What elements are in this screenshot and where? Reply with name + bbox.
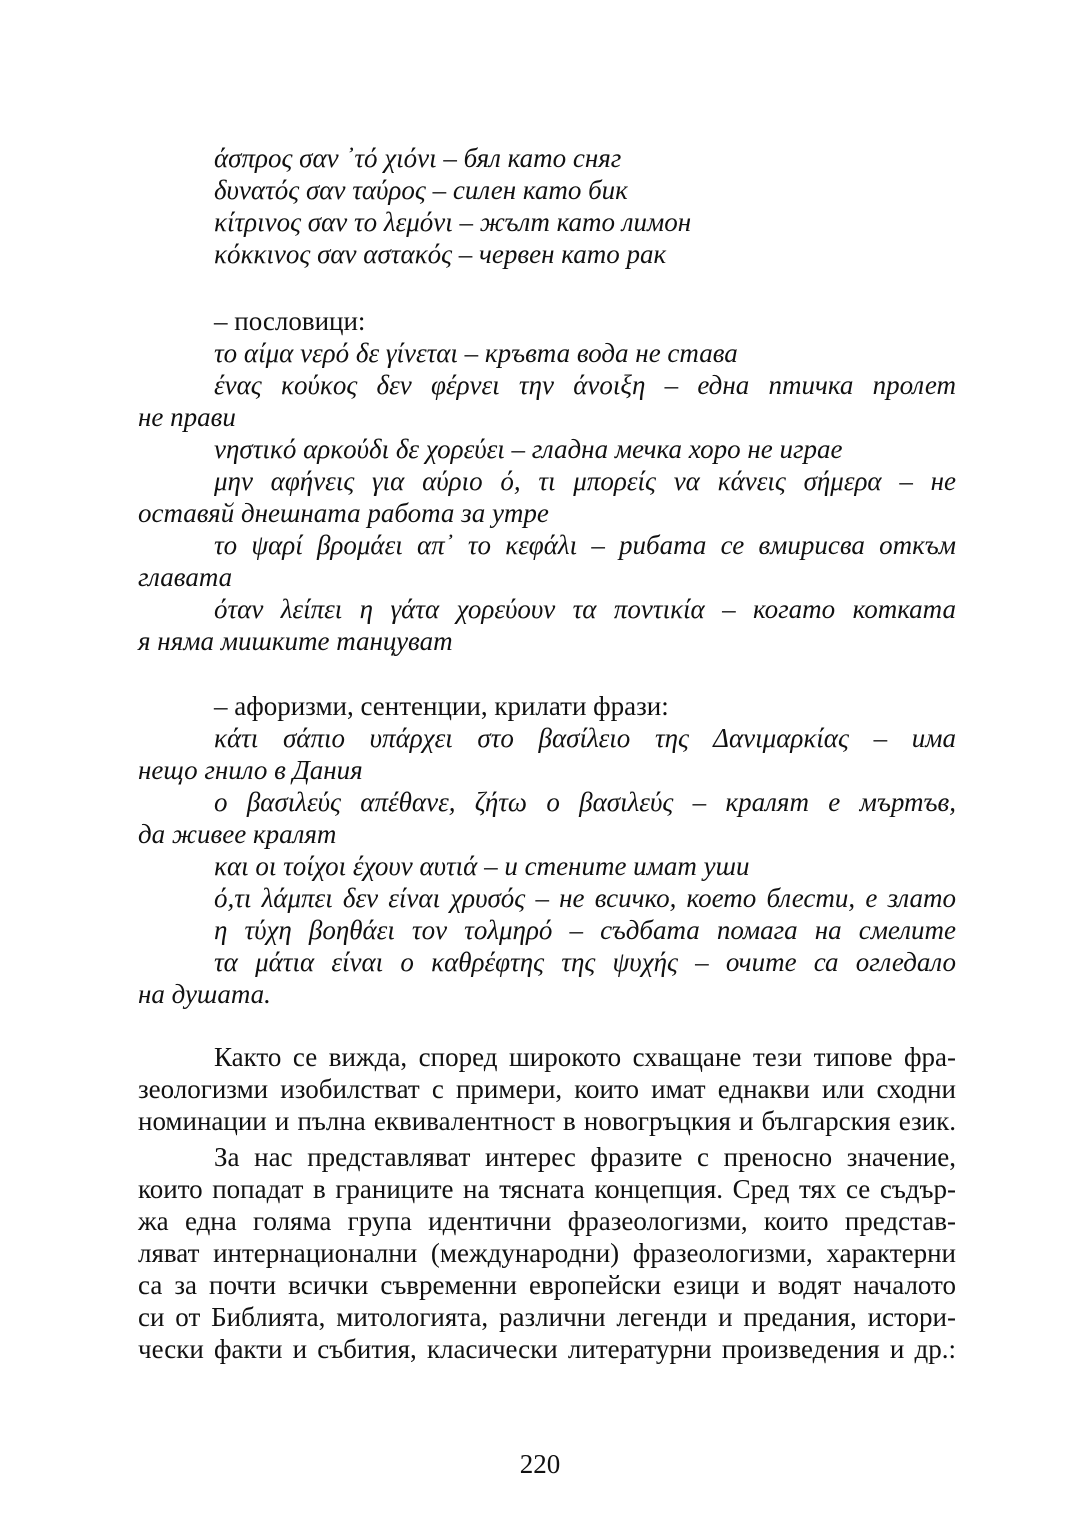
aphorisms-heading: – афоризми, сентенции, крилати фрази: [214,691,669,721]
aphorism-line: ό,τι λάμπει δεν είναι χρυσός – не всичко, което блести, е злато [214,883,956,913]
aphorism-line: η τύχη βοηθάει τον τολμηρό – съдбата помага на смелите [214,915,956,945]
aphorism-line: ο βασιλεύς απέθανε, ζήτω ο βασιλεύς – кралят е мъртъв, [214,787,956,817]
aphorisms-block [138,690,956,1010]
proverb-line: μην αφήνεις για αύριο ό, τι μπορείς να κάνεις σήμερα – не [214,466,956,496]
simile-line: δυνατός σαν ταύρος – силен като бик [214,175,628,205]
proverbs-heading: – пословици: [214,306,366,336]
similes-block [138,142,956,270]
aphorism-line: τα μάτια είναι ο καθρέφτης της ψυχής – очите са огледало [214,947,956,977]
proverb-line: я няма мишките танцуват [138,626,453,656]
paragraph-line: зеологизми изобилстват с примери, които имат еднакви или сходни [138,1074,956,1104]
paragraph-line: Както се вижда, според широкото схващане тези типове фра- [214,1042,956,1072]
paragraph-line: си от Библията, митологията, различни легенди и предания, истори- [138,1302,956,1332]
proverb-line: όταν λείπει η γάτα χορεύουν τα ποντικία – когато котката [214,594,956,624]
aphorism-line: на душата. [138,979,271,1009]
simile-line: κόκκινος σαν αστακός – червен като рак [214,239,667,269]
proverb-line: ένας κούκος δεν φέρνει την άνοιξη – една птичка пролет [214,370,956,400]
aphorism-line: κάτι σάπιο υπάρχει στο βασίλειο της Δανιμαρκίας – има [214,723,956,753]
simile-line: άσπρος σαν ᾿τό χιόνι – бял като сняг [214,143,622,173]
proverb-line: оставяй днешната работа за утре [138,498,549,528]
proverb-line: το αίμα νερό δε γίνεται – кръвта вода не става [214,338,738,368]
paragraph-2 [138,1141,956,1365]
page-number: 220 [519,1449,561,1479]
paragraph-line: са за почти всички съвременни европейски езици и водят началото [138,1270,956,1300]
paragraph-line: чески факти и събития, класически литературни произведения и др.: [138,1334,956,1364]
aphorism-line: нещо гнило в Дания [138,755,363,785]
proverb-line: νηστικό αρκούδι δε χορεύει – гладна мечка хоро не играе [214,434,843,464]
paragraph-line: За нас представляват интерес фразите с преносно значение, [214,1142,956,1172]
proverb-line: главата [138,562,233,592]
paragraph-line: които попадат в границите на тясната концепция. Сред тях се съдър- [138,1174,956,1204]
simile-line: κίτρινος σαν το λεμόνι – жълт като лимон [214,207,692,237]
aphorism-line: και οι τοίχοι έχουν αυτιά – и стените имат уши [214,851,750,881]
paragraph-1 [138,1041,956,1137]
paragraph-line: номинации и пълна еквивалентност в новогръцкия и българския език. [138,1106,956,1136]
paragraph-line: ляват интернационални (международни) фразеологизми, характерни [138,1238,956,1268]
proverb-line: не прави [138,402,236,432]
aphorism-line: да живее кралят [138,819,337,849]
paragraph-line: жа една голяма група идентични фразеологизми, които представ- [138,1206,956,1236]
proverb-line: το ψαρί βρομάει απ᾿ το κεφάλι – рибата се вмирисва откъм [214,530,956,560]
proverbs-block [138,305,956,657]
